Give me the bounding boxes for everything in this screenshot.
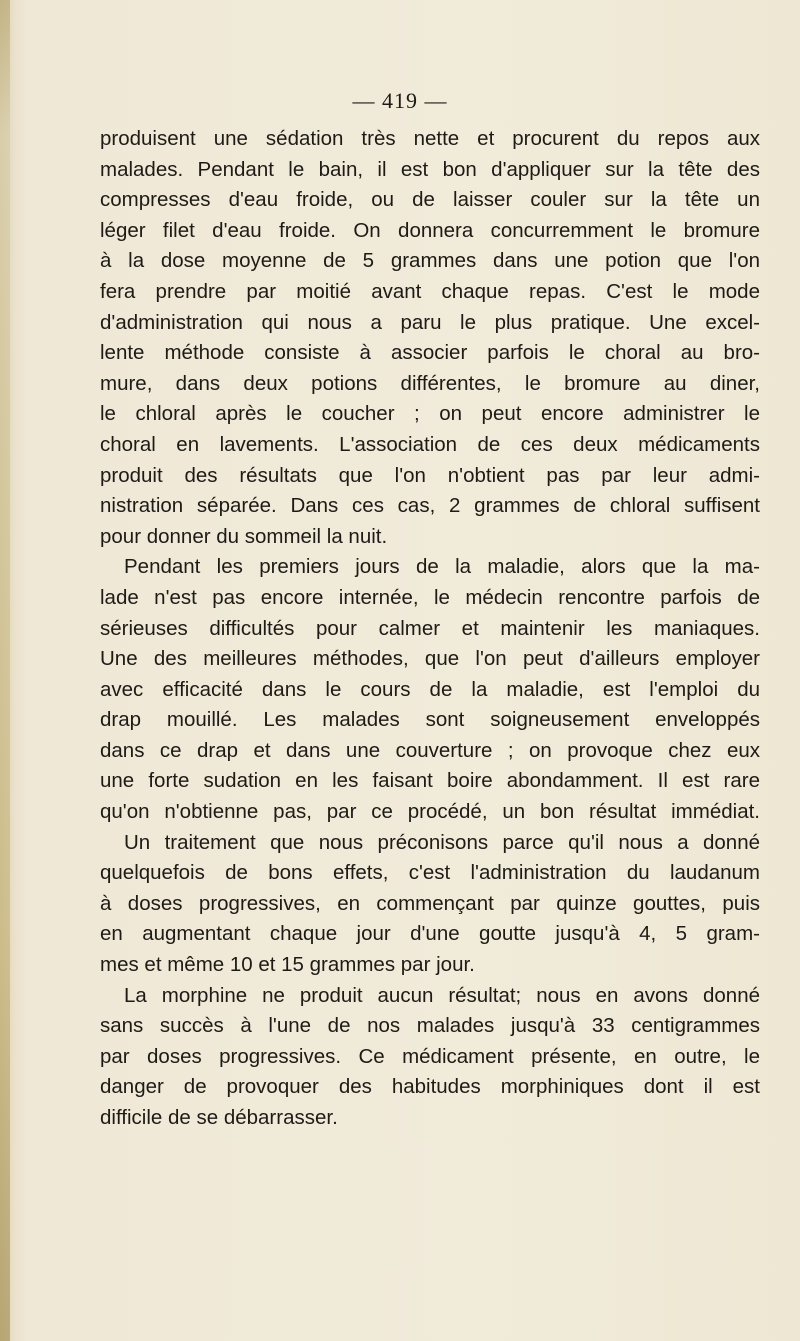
text-line: La morphine ne produit aucun résultat; nous en avons donné — [124, 983, 760, 1007]
text-line: lente méthode consiste à associer parfois le choral au bro- — [100, 341, 760, 365]
text-line: le chloral après le coucher ; on peut encore administrer le — [100, 402, 760, 426]
page-edge-stain — [0, 0, 10, 1341]
text-line: Pendant les premiers jours de la maladie, alors que la ma- — [124, 555, 760, 579]
text-line: une forte sudation en les faisant boire abondamment. Il est rare — [100, 769, 760, 793]
text-line: à doses progressives, en commençant par quinze gouttes, puis — [100, 891, 760, 915]
text-line: compresses d'eau froide, ou de laisser couler sur la tête un — [100, 188, 760, 212]
text-line: Un traitement que nous préconisons parce qu'il nous a donné — [124, 830, 760, 854]
page-number: — 419 — — [352, 88, 448, 113]
text-line: quelquefois de bons effets, c'est l'administration du laudanum — [100, 861, 760, 885]
text-line: qu'on n'obtienne pas, par ce procédé, un bon résultat immédiat. — [100, 800, 760, 824]
text-line: d'administration qui nous a paru le plus pratique. Une excel- — [100, 310, 760, 334]
text-line: à la dose moyenne de 5 grammes dans une potion que l'on — [100, 249, 760, 273]
text-line: drap mouillé. Les malades sont soigneusement enveloppés — [100, 708, 760, 732]
text-line: difficile de se débarrasser. — [100, 1106, 338, 1129]
text-line: léger filet d'eau froide. On donnera concurremment le bromure — [100, 218, 760, 242]
text-line: danger de provoquer des habitudes morphiniques dont il est — [100, 1075, 760, 1099]
text-line: en augmentant chaque jour d'une goutte jusqu'à 4, 5 gram- — [100, 922, 760, 946]
text-line: dans ce drap et dans une couverture ; on provoque chez eux — [100, 738, 760, 762]
text-line: pour donner du sommeil la nuit. — [100, 524, 388, 548]
text-line: produisent une sédation très nette et procurent du repos aux — [100, 127, 760, 150]
text-line: avec efficacité dans le cours de la maladie, est l'emploi du — [100, 677, 760, 701]
text-line: sans succès à l'une de nos malades jusqu'à 33 centigrammes — [100, 1014, 760, 1038]
text-line: choral en lavements. L'association de ces deux médicaments — [100, 432, 760, 456]
text-line: nistration séparée. Dans ces cas, 2 grammes de chloral suffisent — [100, 494, 760, 518]
text-line: mes et même 10 et 15 grammes par jour. — [100, 953, 475, 977]
text-line: par doses progressives. Ce médicament présente, en outre, le — [100, 1044, 760, 1068]
text-line: lade n'est pas encore internée, le médecin rencontre parfois de — [100, 585, 760, 609]
text-line: malades. Pendant le bain, il est bon d'appliquer sur la tête des — [100, 157, 760, 181]
text-line: fera prendre par moitié avant chaque repas. C'est le mode — [100, 279, 760, 303]
text-line: sérieuses difficultés pour calmer et maintenir les maniaques. — [100, 616, 760, 640]
body-text — [100, 124, 760, 1134]
text-line: mure, dans deux potions différentes, le bromure au diner, — [100, 371, 760, 395]
text-line: Une des meilleures méthodes, que l'on peut d'ailleurs employer — [100, 647, 760, 671]
text-line: produit des résultats que l'on n'obtient pas par leur admi- — [100, 463, 760, 487]
